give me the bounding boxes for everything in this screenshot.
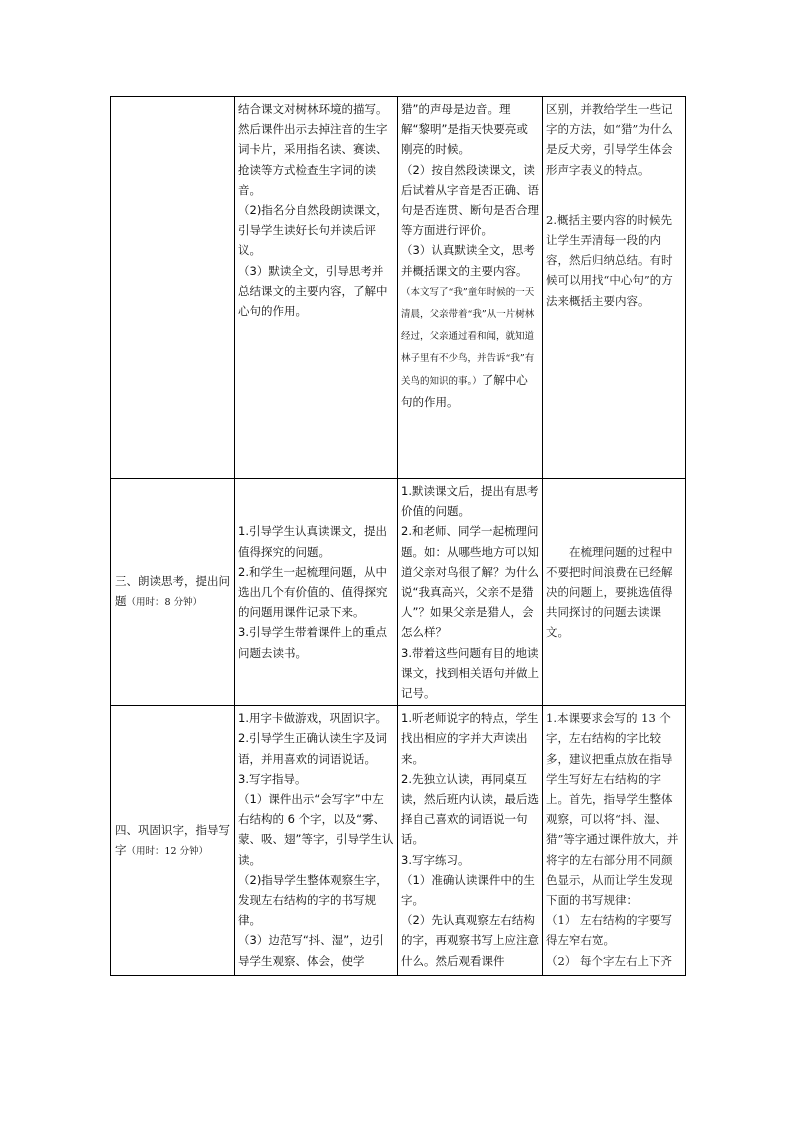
teacher-text: 3.写字指导。 — [238, 771, 307, 786]
lesson-plan-table — [110, 96, 686, 976]
teacher-text: （2)指名分自然段朗读课文，引导学生读好长句并读后评议。 — [238, 203, 388, 258]
stage-cell — [111, 97, 235, 479]
teacher-activity-cell — [235, 706, 398, 976]
student-text: 猎”的声母是边音。理解“黎明”是指天快要亮或刚亮的时候。 — [401, 102, 528, 157]
teacher-activity-cell — [235, 97, 398, 479]
table-row — [111, 479, 686, 706]
design-note-cell — [543, 479, 686, 706]
teacher-text: （3）边范写“抖、湿”，边引导学生观察、体会，使学 — [238, 933, 384, 968]
design-note-cell — [543, 97, 686, 479]
note-text: 在梳理问题的过程中不要把时间浪费在已经解决的问题上，要挑选值得共同探讨的问题去读课文。 — [546, 544, 673, 640]
teacher-text: 2.和学生一起梳理问题，从中选出几个有价值的、值得探究的问题用课件记录下来。 — [238, 564, 388, 620]
teacher-text: 1.用字卡做游戏，巩固识字。 — [238, 711, 387, 726]
student-text: 3.带着这些问题有目的地读课文，找到相关语句并做上记号。 — [401, 645, 539, 701]
note-text: 2.概括主要内容的时候先让学生弄清每一段的内容，然后归纳总结。有时候可以用找“中心句”的方法来概括主要内容。 — [546, 212, 673, 308]
stage-cell — [111, 479, 235, 706]
student-activity-cell — [398, 479, 543, 706]
student-activity-cell — [398, 706, 543, 976]
stage-cell — [111, 706, 235, 976]
note-text: 1.本课要求会写的 13 个字，左右结构的字比较多，建议把重点放在指导学生写好左右结构的字上。首先，指导学生整体观察，可以将“抖、湿、猎”等字通过课件放大，并将字的左右部分用不同颜色显示，从而让学生发现下面的书写规律： — [546, 711, 679, 908]
design-note-cell — [543, 706, 686, 976]
note-text: （1） 左右结构的字要写得左窄右宽。 — [546, 913, 672, 948]
table-row — [111, 97, 686, 479]
table-row — [111, 706, 686, 976]
stage-time: （用时：8 分钟） — [126, 597, 203, 609]
student-text: 2.先独立认读，再同桌互读，然后班内认读，最后选择自己喜欢的词语说一句话。 — [401, 771, 539, 847]
stage-time: （用时：12 分钟） — [126, 845, 209, 857]
stage-title: 四、巩固识字，指导写字 — [115, 822, 230, 857]
student-activity-cell — [398, 97, 543, 479]
stage-title: 三、朗读思考，提出问题 — [115, 573, 230, 609]
spacer — [546, 180, 682, 210]
note-text: 区别，并教给学生一些记字的方法，如“猎”为什么是反犬旁，引导学生体会形声字表义的特点。 — [546, 102, 673, 177]
teacher-text: 2.引导学生正确认读生字及词语，并用喜欢的词语说话。 — [238, 731, 387, 766]
teacher-text: 结合课文对树林环境的描写。然后课件出示去掉注音的生字词卡片，采用指名读、赛读、抢读等方式检查生字词的读音。 — [238, 102, 388, 197]
student-text: （2）先认真观察左右结构的字，再观察书写上应注意什么。然后观看课件 — [401, 913, 539, 968]
teacher-text: （3）默读全文，引导思考并总结课文的主要内容，了解中心句的作用。 — [238, 263, 388, 319]
teacher-text: 3.引导学生带着课件上的重点问题去读书。 — [238, 625, 387, 660]
student-text: （3）认真默读全文，思考并概括课文的主要内容。 — [401, 243, 535, 278]
student-text: 1.默读课文后，提出有思考价值的问题。 — [401, 484, 539, 519]
student-text: 2.和老师、同学一起梳理问题。如：从哪些地方可以知道父亲对鸟很了解？为什么说“我真高兴，父亲不是猎人”？如果父亲是猎人，会怎么样？ — [401, 524, 539, 640]
student-text: 1.听老师说字的特点，学生找出相应的字并大声读出来。 — [401, 711, 539, 766]
teacher-text: 1.引导学生认真读课文，提出值得探究的问题。 — [238, 524, 387, 559]
teacher-activity-cell — [235, 479, 398, 706]
student-text: （2）按自然段读课文，读后试着从字音是否正确、语句是否连贯、断句是否合理等方面进行评价。 — [401, 162, 539, 238]
student-text: （1）准确认读课件中的生字。 — [401, 872, 535, 908]
student-text: 3.写字练习。 — [401, 852, 470, 867]
student-text: 了解中心句的作用。 — [401, 372, 528, 409]
teacher-text: （1）课件出示“会写字”中左右结构的 6 个字，以及“雾、蒙、吸、翅”等字，引导学生认读。 — [238, 792, 394, 867]
note-text: （2） 每个字左右上下齐 — [546, 953, 672, 968]
student-text-note: （本文写了“我”童年时候的一天清晨，父亲带着“我”从一片树林经过，父亲通过看和闻，就知道林子里有不少鸟，并告诉“我”有关鸟的知识的事。） — [401, 286, 535, 387]
teacher-text: （2)指导学生整体观察生字，发现左右结构的字的书写规律。 — [238, 872, 388, 928]
